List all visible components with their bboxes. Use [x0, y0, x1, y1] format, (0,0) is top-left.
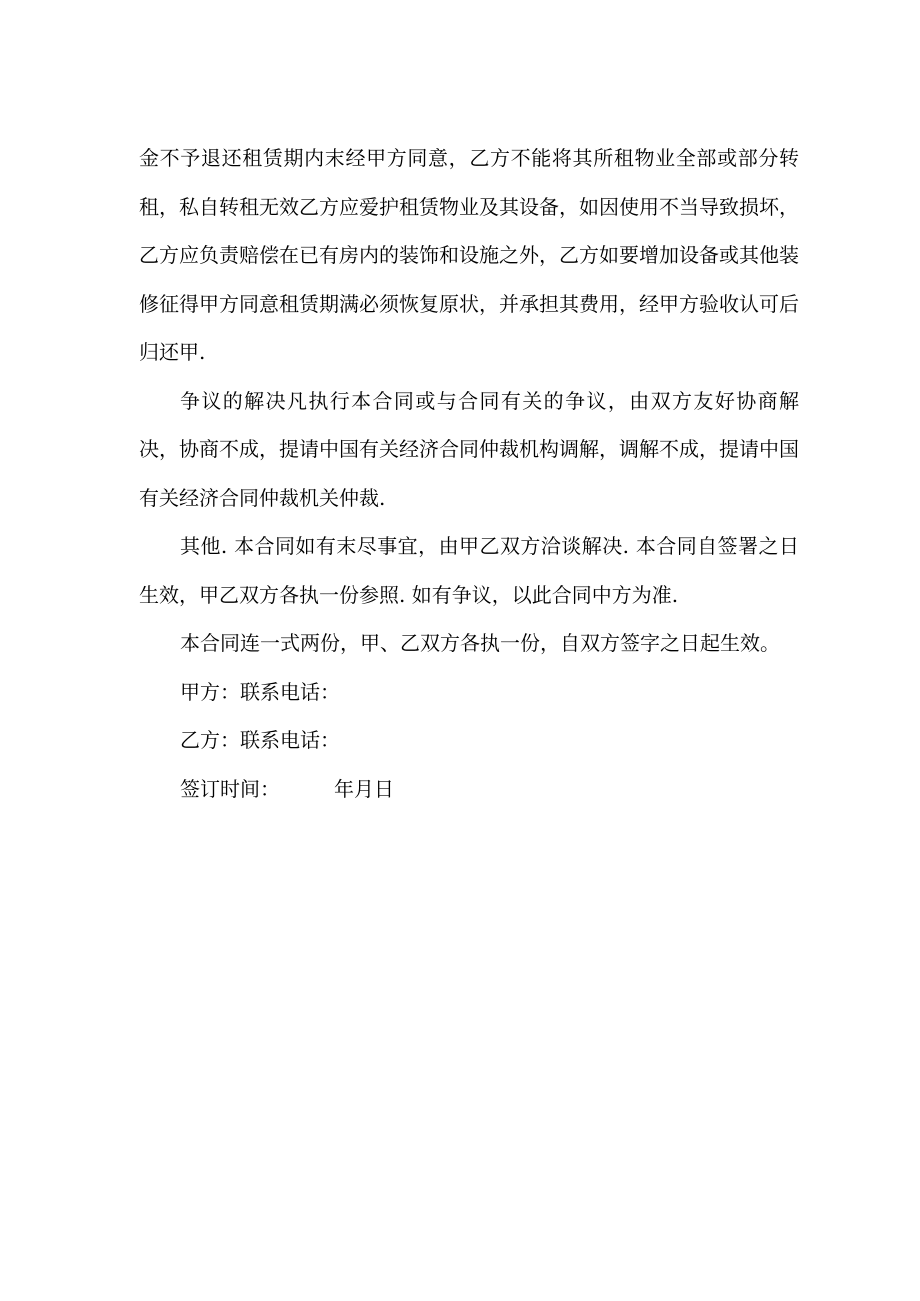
signing-date-value: 年月日 [334, 776, 394, 801]
signing-date-label: 签订时间： [180, 776, 280, 801]
party-b-line: 乙方：联系电话： [180, 728, 340, 752]
party-a-line: 甲方：联系电话： [180, 679, 340, 704]
paragraph-other-terms: 其他. 本合同如有末尽事宜，由甲乙双方洽谈解决. 本合同自签署之日生效，甲乙双方各执一份参照. 如有争议，以此合同中方为准. [139, 534, 799, 607]
document-body [139, 134, 799, 813]
paragraph-lease-terms: 金不予退还租赁期内末经甲方同意，乙方不能将其所租物业全部或部分转租，私自转租无效乙方应爱护租赁物业及其设备，如因使用不当导致损坏，乙方应负责赔偿在已有房内的装饰和设施之外，乙方如要增加设备或其他装修征得甲方同意租赁期满必须恢复原状，并承担其费用，经甲方验收认可后归还甲. [139, 146, 799, 364]
signing-date-line [139, 765, 799, 814]
paragraph-copies: 本合同连一式两份，甲、乙双方各执一份，自双方签字之日起生效。 [180, 631, 780, 655]
paragraph-dispute-resolution: 争议的解决凡执行本合同或与合同有关的争议，由双方友好协商解决，协商不成，提请中国有关经济合同仲裁机构调解，调解不成，提请中国有关经济合同仲裁机关仲裁. [139, 388, 799, 510]
